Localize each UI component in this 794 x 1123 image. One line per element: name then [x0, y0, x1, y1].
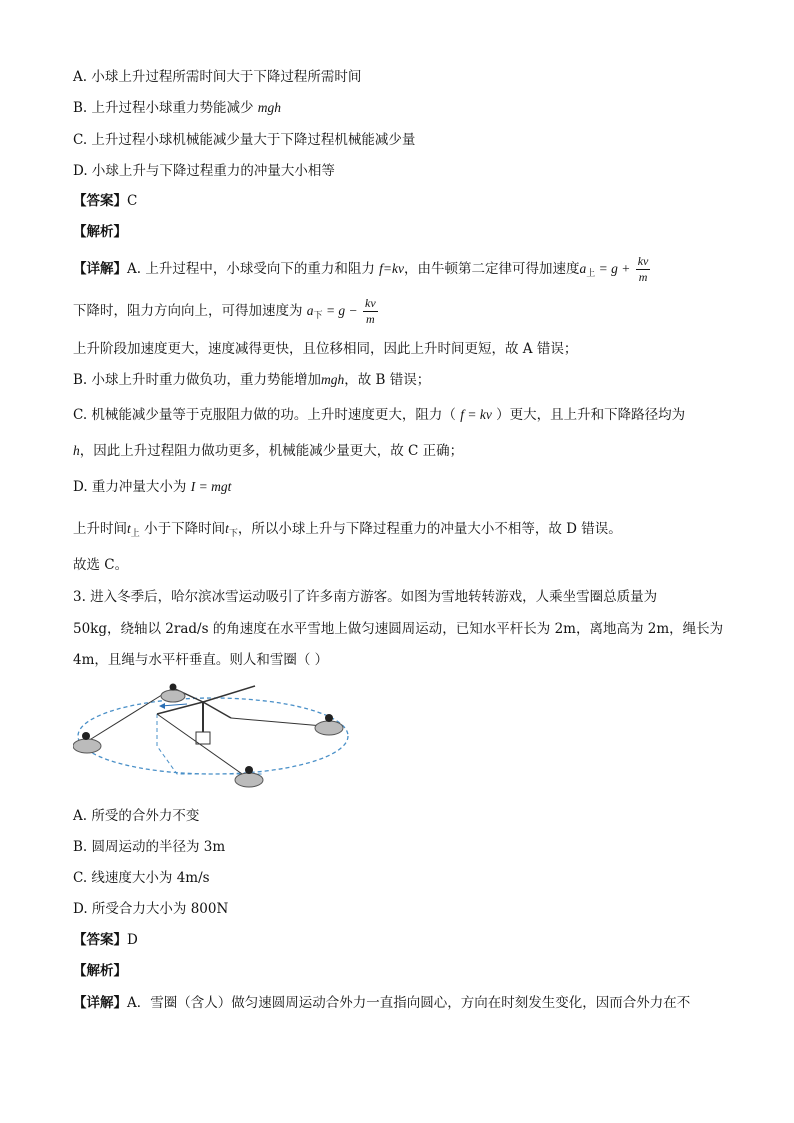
- q2-detail-d: [73, 477, 231, 497]
- q2-detail-d-cont: [73, 519, 622, 544]
- q2-detail-b-text-1: B. 小球上升时重力做负功，重力势能增加: [73, 372, 322, 388]
- q2-option-c: C. 上升过程小球机械能减少量大于下降过程机械能减少量: [73, 132, 416, 148]
- q2-answer-value: C: [127, 193, 138, 209]
- q3-detail-a-text: A．雪圈（含人）做匀速圆周运动合外力一直指向圆心，方向在时刻发生变化，因而合外力在不: [127, 995, 691, 1011]
- q3-stem-1: 3. 进入冬季后，哈尔滨冰雪运动吸引了许多南方游客。如图为雪地转转游戏，人乘坐雪圈总质量为: [73, 589, 658, 605]
- q2-detail-c-text-3: ，因此上升过程阻力做功更多，机械能减少量更大，故 C 正确；: [79, 443, 464, 459]
- q3-option-c: C. 线速度大小为 4m/s: [73, 870, 210, 886]
- rod-top-right: [203, 686, 255, 702]
- q2-option-d: D. 小球上升与下降过程重力的冲量大小相等: [73, 163, 335, 179]
- snow-tube-back: [161, 690, 185, 702]
- q3-analysis-label: [73, 961, 127, 981]
- q2-detail-c: [73, 405, 685, 425]
- q2-analysis-label: [73, 222, 127, 242]
- q2-detail-down: [73, 296, 380, 331]
- q2-detail-d-text-2c: ，所以小球上升与下降过程重力的冲量大小不相等，故 D 错误。: [237, 521, 622, 537]
- q2-detail-c-math: f = kv: [460, 407, 492, 422]
- q2-detail-a: [73, 254, 652, 289]
- q2-detail-c-h: h: [73, 443, 80, 458]
- q2-answer-label: 【答案】: [73, 193, 127, 209]
- snow-tube-front: [235, 773, 263, 787]
- fraction-numerator: kv: [637, 254, 649, 268]
- fraction-kv-m-down: [363, 296, 378, 327]
- fraction-kv-m: [636, 254, 651, 285]
- eq-g-plus: = g +: [595, 261, 634, 276]
- accel-down-var: a: [306, 303, 314, 318]
- q3-option-d: D. 所受合力大小为 800N: [73, 901, 229, 917]
- q2-detail-a-text-2: ，由牛顿第二定律可得加速度: [403, 261, 580, 277]
- q2-detail-a-text-1: A. 上升过程中，小球受向下的重力和阻力: [127, 261, 380, 277]
- q2-option-a: A. 小球上升过程所需时间大于下降过程所需时间: [73, 69, 362, 85]
- accel-up-var: a: [579, 261, 587, 276]
- q2-detail-c-text-1: C. 机械能减少量等于克服阻力做的功。上升时速度更大，阻力（: [73, 407, 461, 423]
- q2-detail-a-f: f=kv: [379, 261, 404, 276]
- q3-stem-2: 50kg，绕轴以 2rad/s 的角速度在水平雪地上做匀速圆周运动，已知水平杆长为 2m，离地高为 2m，绳长为: [73, 621, 724, 637]
- q2-option-b-text: B. 上升过程小球重力势能减少: [73, 100, 258, 116]
- q2-detail-b: [73, 370, 430, 390]
- q2-detail-d-text-2b: 小于下降时间: [139, 521, 226, 537]
- pole-base: [196, 732, 210, 744]
- q2-analysis-text: 【解析】: [73, 224, 127, 240]
- radius-arrowhead: [159, 703, 165, 709]
- q3-option-a: A. 所受的合外力不变: [73, 808, 200, 824]
- q2-detail-d-math: I = mgt: [190, 479, 232, 494]
- t-down-var: t: [225, 521, 229, 536]
- t-up-sub: 上: [130, 529, 140, 539]
- t-up-var: t: [127, 521, 131, 536]
- q2-detail-a-conclusion: 上升阶段加速度更大，速度减得更快，且位移相同，因此上升时间更短，故 A 错误；: [73, 341, 578, 357]
- q3-stem-3: 4m，且绳与水平杆垂直。则人和雪圈（ ）: [73, 652, 329, 668]
- q2-detail-d-text-1: D. 重力冲量大小为: [73, 479, 191, 495]
- eq-g-minus: = g −: [322, 303, 362, 318]
- q3-analysis-text: 【解析】: [73, 963, 127, 979]
- q3-answer-label: 【答案】: [73, 932, 127, 948]
- q2-detail-b-math: mgh: [321, 372, 345, 387]
- snow-spin-figure: [73, 676, 363, 804]
- q3-option-b: B. 圆周运动的半径为 3m: [73, 839, 226, 855]
- accel-down-sub: 下: [313, 311, 323, 321]
- q2-detail-c-cont: [73, 441, 463, 461]
- q2-answer: [73, 191, 137, 211]
- rider-front: [245, 766, 253, 774]
- q2-detail-down-text: 下降时，阻力方向向上，可得加速度为: [73, 303, 307, 319]
- q2-option-b-math: mgh: [257, 100, 282, 115]
- circular-path: [78, 698, 348, 774]
- q3-answer: [73, 930, 138, 950]
- q2-detail-b-text-2: ，故 B 错误；: [344, 372, 431, 388]
- rider-left: [82, 732, 90, 740]
- rope-front: [157, 714, 245, 776]
- q3-answer-value: D: [127, 932, 138, 948]
- snow-tube-right: [315, 721, 343, 735]
- rider-right: [325, 714, 333, 722]
- q3-detail-label: 【详解】: [73, 995, 127, 1011]
- q2-detail-label: 【详解】: [73, 261, 127, 277]
- fraction-denominator-down: m: [366, 312, 375, 326]
- t-down-sub: 下: [228, 529, 238, 539]
- rope-right: [231, 718, 323, 726]
- q3-detail-a: [73, 993, 690, 1013]
- snow-tube-left: [73, 739, 101, 753]
- accel-up-sub: 上: [586, 269, 596, 279]
- q2-detail-d-text-2a: 上升时间: [73, 521, 127, 537]
- rider-back: [170, 684, 177, 691]
- fraction-numerator-down: kv: [365, 296, 376, 310]
- q2-detail-c-text-2: ）更大，且上升和下降路径均为: [491, 407, 686, 423]
- rod-right: [203, 702, 231, 718]
- q2-choose: 故选 C。: [73, 557, 129, 573]
- fraction-denominator: m: [638, 270, 648, 284]
- q2-option-b: [73, 98, 281, 118]
